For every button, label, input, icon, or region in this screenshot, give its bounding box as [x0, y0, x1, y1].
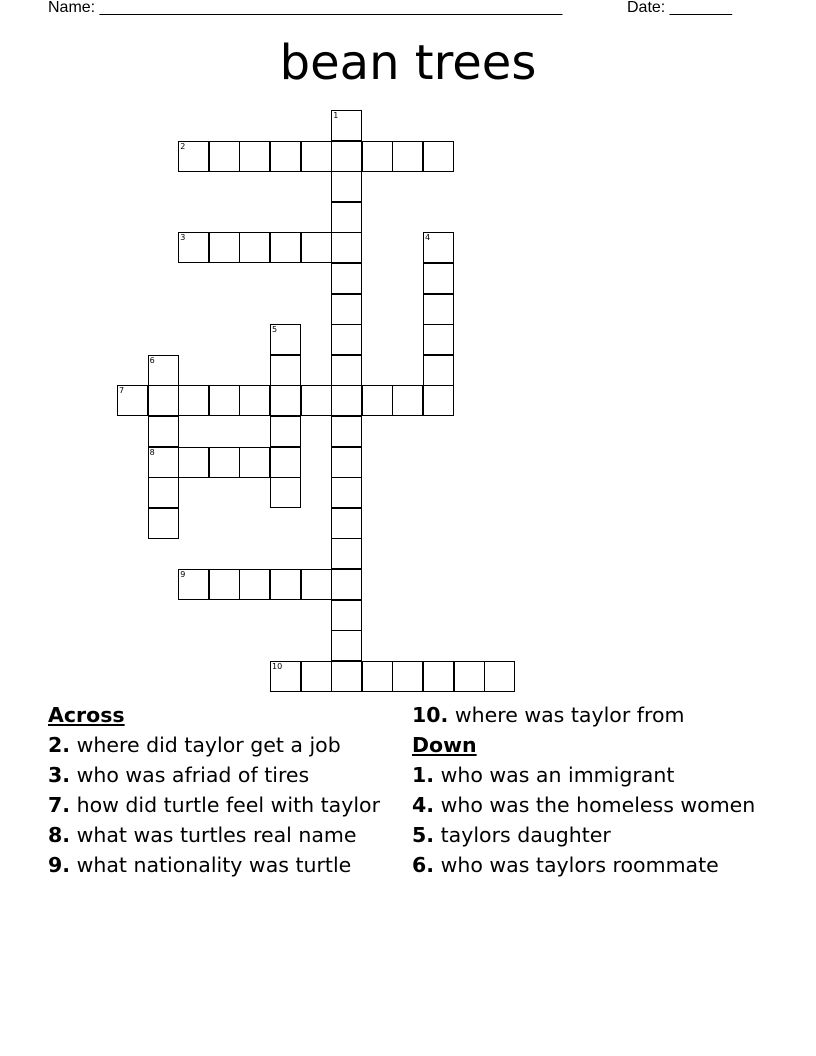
crossword-cell[interactable] — [484, 661, 515, 692]
crossword-cell[interactable] — [178, 569, 209, 600]
clue-number: 4. — [412, 793, 435, 817]
crossword-cell[interactable] — [178, 232, 209, 263]
crossword-cell[interactable] — [209, 385, 240, 416]
date-field[interactable]: Date: _______ — [627, 0, 732, 16]
crossword-cell[interactable] — [301, 232, 332, 263]
clue-text: where did taylor get a job — [76, 733, 341, 757]
crossword-cell[interactable] — [178, 447, 209, 478]
crossword-cell[interactable] — [301, 569, 332, 600]
crossword-cell[interactable] — [148, 508, 179, 539]
clue-number-label: 3 — [180, 233, 186, 243]
clue-text: who was the homeless women — [440, 793, 756, 817]
crossword-cell[interactable] — [239, 447, 270, 478]
crossword-cell[interactable] — [331, 141, 362, 172]
crossword-cell[interactable] — [270, 355, 301, 386]
clue-number-label: 8 — [149, 447, 155, 457]
crossword-cell[interactable] — [331, 569, 362, 600]
crossword-cell[interactable] — [423, 263, 454, 294]
crossword-cell[interactable] — [423, 385, 454, 416]
down-clue-6 — [412, 853, 757, 878]
clue-column-left — [48, 703, 393, 883]
crossword-cell[interactable] — [331, 110, 362, 141]
down-clue-5 — [412, 823, 757, 848]
crossword-cell[interactable] — [362, 385, 393, 416]
crossword-cell[interactable] — [239, 232, 270, 263]
down-heading: Down — [412, 733, 477, 757]
crossword-cell[interactable] — [331, 447, 362, 478]
crossword-cell[interactable] — [331, 477, 362, 508]
crossword-cell[interactable] — [331, 294, 362, 325]
clue-number: 7. — [48, 793, 71, 817]
crossword-cell[interactable] — [270, 477, 301, 508]
across-clue-3 — [48, 763, 393, 788]
crossword-cell[interactable] — [331, 324, 362, 355]
across-clue-9 — [48, 853, 393, 878]
crossword-cell[interactable] — [423, 355, 454, 386]
crossword-cell[interactable] — [270, 569, 301, 600]
crossword-cell[interactable] — [209, 447, 240, 478]
crossword-cell[interactable] — [209, 569, 240, 600]
clue-number-label: 2 — [180, 141, 186, 151]
down-clue-1 — [412, 763, 757, 788]
crossword-cell[interactable] — [423, 294, 454, 325]
crossword-cell[interactable] — [148, 477, 179, 508]
name-field[interactable]: Name: ____________________________________________________ — [48, 0, 563, 16]
clue-number-label: 5 — [272, 325, 278, 335]
crossword-cell[interactable] — [331, 263, 362, 294]
crossword-cell[interactable] — [392, 385, 423, 416]
crossword-cell[interactable] — [392, 141, 423, 172]
clue-column-right — [412, 703, 757, 883]
crossword-cell[interactable] — [392, 661, 423, 692]
clue-number-label: 1 — [333, 111, 339, 120]
crossword-cell[interactable] — [270, 661, 301, 692]
across-clue-8 — [48, 823, 393, 848]
crossword-cell[interactable] — [331, 538, 362, 569]
clue-number: 1. — [412, 763, 435, 787]
crossword-cell[interactable] — [270, 324, 301, 355]
clue-text: who was afriad of tires — [76, 763, 310, 787]
crossword-cell[interactable] — [270, 141, 301, 172]
across-clue-7 — [48, 793, 393, 818]
crossword-cell[interactable] — [301, 141, 332, 172]
crossword-cell[interactable] — [178, 385, 209, 416]
crossword-cell[interactable] — [209, 232, 240, 263]
clue-number-label: 9 — [180, 570, 186, 579]
crossword-cell[interactable] — [423, 661, 454, 692]
crossword-cell[interactable] — [423, 232, 454, 263]
crossword-cell[interactable] — [270, 232, 301, 263]
clue-number: 6. — [412, 853, 435, 877]
crossword-cell[interactable] — [423, 141, 454, 172]
crossword-cell[interactable] — [148, 355, 179, 386]
crossword-cell[interactable] — [331, 202, 362, 233]
crossword-cell[interactable] — [331, 661, 362, 692]
clue-number-label: 6 — [149, 355, 155, 365]
clue-text: how did turtle feel with taylor — [76, 793, 381, 817]
clue-number: 3. — [48, 763, 71, 787]
crossword-cell[interactable] — [423, 324, 454, 355]
crossword-cell[interactable] — [454, 661, 485, 692]
clue-number: 9. — [48, 853, 71, 877]
clue-number: 5. — [412, 823, 435, 847]
clue-number: 10. — [412, 703, 449, 727]
crossword-cell[interactable] — [331, 171, 362, 202]
crossword-cell[interactable] — [209, 141, 240, 172]
clue-text: where was taylor from — [454, 703, 685, 727]
crossword-cell[interactable] — [331, 385, 362, 416]
crossword-cell[interactable] — [178, 141, 209, 172]
crossword-cell[interactable] — [331, 355, 362, 386]
across-clue-10 — [412, 703, 757, 728]
crossword-cell[interactable] — [331, 508, 362, 539]
clue-text: who was an immigrant — [440, 763, 675, 787]
crossword-cell[interactable] — [331, 600, 362, 631]
across-clue-2 — [48, 733, 393, 758]
crossword-cell[interactable] — [148, 447, 179, 478]
down-clue-4 — [412, 793, 757, 818]
clue-text: what was turtles real name — [76, 823, 357, 847]
crossword-cell[interactable] — [239, 141, 270, 172]
crossword-cell[interactable] — [301, 385, 332, 416]
crossword-cell[interactable] — [239, 569, 270, 600]
crossword-cell[interactable] — [148, 385, 179, 416]
clue-text: who was taylors roommate — [440, 853, 719, 877]
crossword-cell[interactable] — [270, 416, 301, 447]
crossword-cell[interactable] — [117, 385, 148, 416]
clue-number: 2. — [48, 733, 71, 757]
clue-number: 8. — [48, 823, 71, 847]
clue-number-label: 4 — [425, 233, 431, 243]
crossword-cell[interactable] — [331, 232, 362, 263]
crossword-cell[interactable] — [239, 385, 270, 416]
crossword-cell[interactable] — [270, 385, 301, 416]
clue-number-label: 10 — [272, 661, 283, 671]
clue-text: what nationality was turtle — [76, 853, 352, 877]
clue-number-label: 7 — [119, 386, 125, 396]
page-title: bean trees — [279, 35, 537, 91]
crossword-cell[interactable] — [270, 447, 301, 478]
crossword-cell[interactable] — [331, 630, 362, 661]
across-heading: Across — [48, 703, 125, 727]
crossword-cell[interactable] — [331, 416, 362, 447]
crossword-cell[interactable] — [362, 661, 393, 692]
crossword-cell[interactable] — [362, 141, 393, 172]
crossword-cell[interactable] — [301, 661, 332, 692]
crossword-cell[interactable] — [148, 416, 179, 447]
clue-text: taylors daughter — [440, 823, 611, 847]
